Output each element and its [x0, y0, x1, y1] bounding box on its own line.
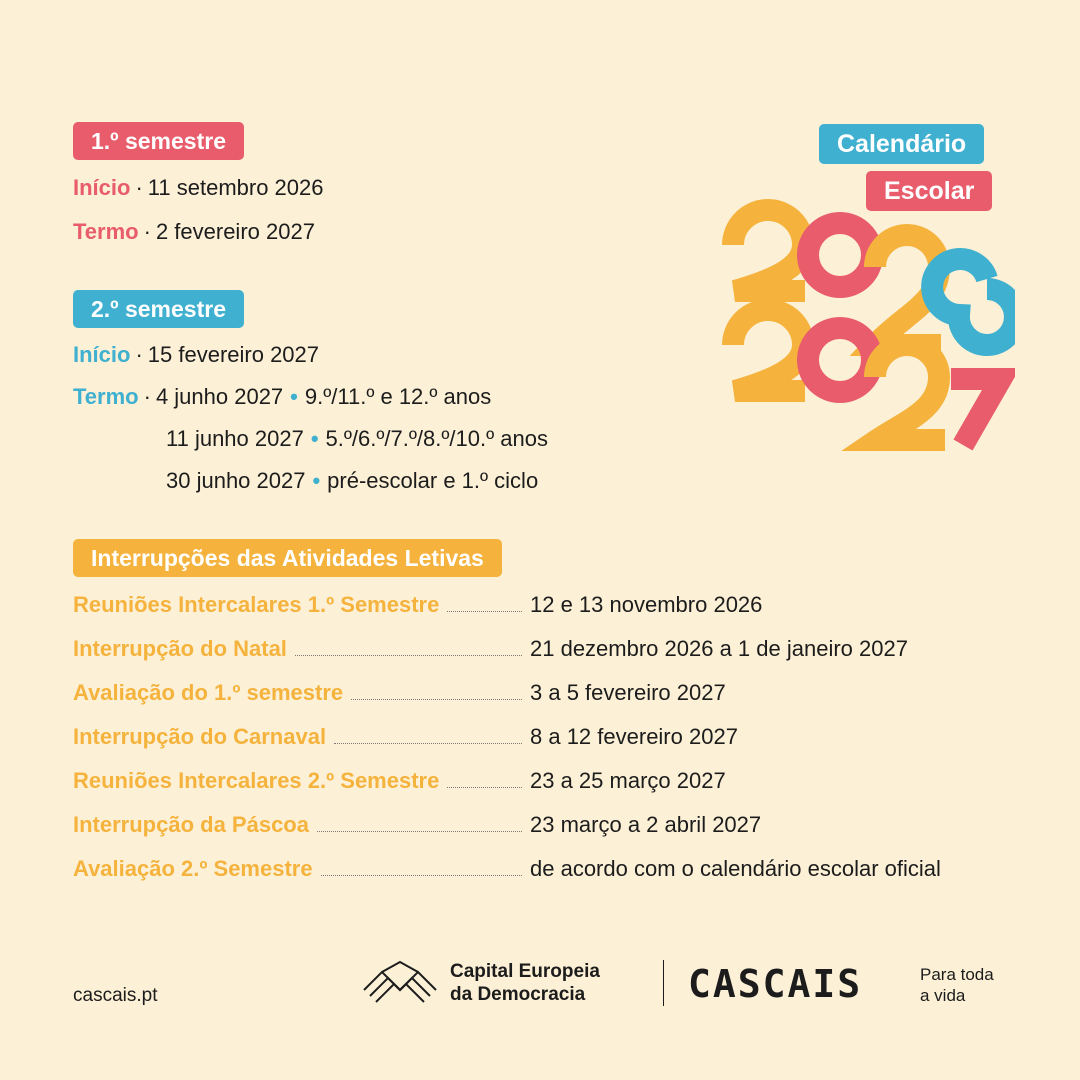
year-graphic [715, 195, 1015, 455]
semester2-end-grades-3: pré-escolar e 1.º ciclo [327, 468, 539, 493]
interruption-value: 23 a 25 março 2027 [530, 768, 726, 793]
semester2-start-line: Início · 15 fevereiro 2027 [73, 342, 320, 367]
interruption-row [73, 810, 1023, 840]
interruption-row [73, 634, 1023, 664]
semester2-end-grades-2: 5.º/6.º/7.º/8.º/10.º anos [325, 426, 548, 451]
badge-subtitle: Escolar [866, 171, 992, 211]
ced-line2: da Democracia [450, 984, 586, 1005]
interruption-label: Reuniões Intercalares 2.º Semestre [73, 768, 440, 793]
leader-line [447, 787, 522, 788]
year-2026-digit-2 [733, 210, 805, 291]
year-2026-digit-6 [932, 259, 1015, 345]
tagline-line2: a vida [920, 986, 966, 1005]
interruption-value: de acordo com o calendário escolar oficial [530, 856, 941, 881]
leader-line [334, 743, 522, 744]
interruptions-heading: Interrupções das Atividades Letivas [73, 539, 502, 577]
interruption-value: 21 dezembro 2026 a 1 de janeiro 2027 [530, 636, 908, 661]
semester2-end-date-1: 4 junho 2027 [155, 384, 284, 409]
semester1-end-label: Termo [73, 219, 139, 244]
interruption-value: 3 a 5 fevereiro 2027 [530, 680, 726, 705]
semester2-end-line: Termo · 4 junho 2027 • 9.º/11.º e 12.º anos [73, 384, 492, 409]
semester2-end-label: Termo [73, 384, 139, 409]
year-2027-digit-2b [875, 345, 945, 440]
interruption-label: Interrupção da Páscoa [73, 812, 309, 837]
cascais-logo: CASCAIS [688, 962, 863, 1006]
year-2027-digit-2 [733, 310, 805, 391]
interruption-value: 12 e 13 novembro 2026 [530, 592, 763, 617]
semester2-end-date-3: 30 junho 2027 [166, 468, 306, 493]
year-2027-digit-7 [951, 379, 1001, 445]
leader-line [321, 875, 522, 876]
footer-url[interactable]: cascais.pt [73, 985, 158, 1006]
interruption-value: 23 março a 2 abril 2027 [530, 812, 762, 837]
interruption-label: Reuniões Intercalares 1.º Semestre [73, 592, 440, 617]
semester2-start-date: 15 fevereiro 2027 [147, 342, 320, 367]
footer-divider [663, 960, 664, 1006]
interruption-label: Interrupção do Natal [73, 636, 287, 661]
semester2-end-date-2: 11 junho 2027 [166, 426, 304, 451]
badge-title: Calendário [819, 124, 984, 164]
semester2-end-line-3: 30 junho 2027 • pré-escolar e 1.º ciclo [166, 468, 539, 493]
semester1-start-date: 11 setembro 2026 [147, 175, 324, 200]
ced-logo-icon [360, 960, 440, 1006]
leader-line [351, 699, 522, 700]
interruption-row [73, 678, 1023, 708]
interruption-label: Avaliação do 1.º semestre [73, 680, 344, 705]
interruption-row [73, 722, 1023, 752]
ced-text [450, 960, 600, 1006]
semester2-start-label: Início [73, 342, 131, 367]
semester2-heading: 2.º semestre [73, 290, 244, 328]
leader-line [295, 655, 522, 656]
interruption-label: Avaliação 2.º Semestre [73, 856, 313, 881]
interruption-row [73, 854, 1023, 884]
tagline-line1: Para toda [920, 965, 994, 984]
interruption-row [73, 590, 1023, 620]
year-2026-digit-0 [808, 223, 872, 287]
tagline [920, 964, 994, 1006]
interruption-value: 8 a 12 fevereiro 2027 [530, 724, 738, 749]
semester2-end-grades-1: 9.º/11.º e 12.º anos [304, 384, 492, 409]
semester1-end-date: 2 fevereiro 2027 [155, 219, 315, 244]
semester1-start-line: Início · 11 setembro 2026 [73, 175, 324, 200]
ced-line1: Capital Europeia [450, 961, 600, 982]
interruption-label: Interrupção do Carnaval [73, 724, 327, 749]
year-2027-digit-0 [808, 328, 872, 392]
semester1-end-line: Termo · 2 fevereiro 2027 [73, 219, 315, 244]
leader-line [447, 611, 522, 612]
leader-line [317, 831, 522, 832]
semester1-start-label: Início [73, 175, 131, 200]
semester1-heading: 1.º semestre [73, 122, 244, 160]
interruption-row [73, 766, 1023, 796]
semester2-end-line-2: 11 junho 2027 • 5.º/6.º/7.º/8.º/10.º anos [166, 426, 548, 451]
